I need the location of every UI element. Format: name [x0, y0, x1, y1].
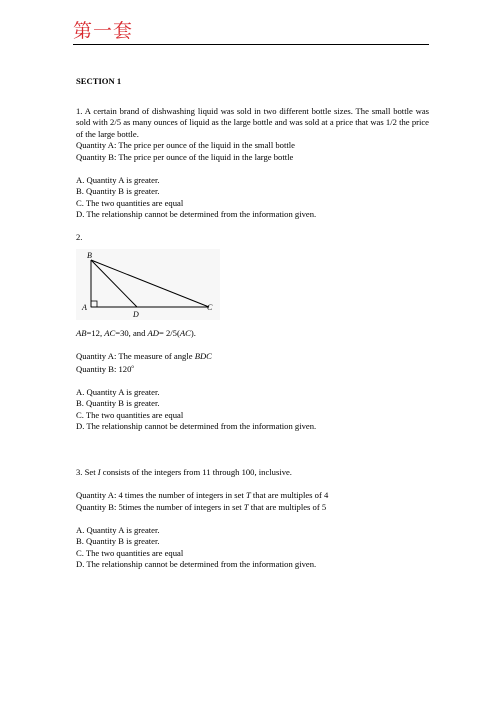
segment-bd — [91, 260, 137, 307]
label-a: A — [82, 302, 87, 312]
segment-bc — [91, 260, 209, 307]
header-divider — [73, 44, 429, 45]
question-3-choice-b: B. Quantity B is greater. — [76, 536, 160, 547]
question-2-quantity-b: Quantity B: 120$^o$ — [76, 363, 134, 374]
question-1-choice-b: B. Quantity B is greater. — [76, 186, 160, 196]
document-body — [76, 76, 429, 571]
question-2-given: AB=12, AC=30, and AD= 2/5(AC). — [76, 327, 196, 338]
question-3-choice-c: C. The two quantities are equal — [76, 547, 184, 558]
question-1-text: 1. A certain brand of dishwashing liquid was sold in two different bottle sizes. The small bottle was sold with 2/5 as many ounces of liquid as the large bottle and was sold at a price that was 1/2 the price of the large bottle. — [76, 105, 429, 139]
question-3-choice-a: A. Quantity A is greater. — [76, 524, 160, 535]
question-1-quantity-b: Quantity B: The price per ounce of the liquid in the large bottle — [76, 151, 294, 162]
label-b: B — [87, 250, 92, 260]
question-1-choice-c: C. The two quantities are equal — [76, 197, 184, 208]
question-2-choice-a: A. Quantity A is greater. — [76, 386, 160, 397]
question-1-choice-a: A. Quantity A is greater. — [76, 174, 160, 185]
question-2-quantity-a: Quantity A: The measure of angle BDC — [76, 350, 212, 361]
question-2-number: 2. — [76, 232, 83, 242]
label-c: C — [207, 302, 213, 312]
section-title: SECTION 1 — [76, 76, 122, 86]
question-3-choice-d: D. The relationship cannot be determined from the information given. — [76, 559, 317, 570]
question-3-quantity-b: Quantity B: 5times the number of integers in set T that are multiples of 5 — [76, 501, 327, 512]
question-2-choice-b: B. Quantity B is greater. — [76, 398, 160, 409]
question-3-quantity-a: Quantity A: 4 times the number of integers in set T that are multiples of 4 — [76, 490, 329, 501]
question-1-choice-d: D. The relationship cannot be determined from the information given. — [76, 209, 317, 219]
question-3-text: 3. Set I consists of the integers from 11 through 100, inclusive. — [76, 467, 292, 478]
label-d: D — [133, 309, 139, 319]
page-header-title: 第一套 — [73, 20, 134, 42]
question-2-choice-d: D. The relationship cannot be determined from the information given. — [76, 421, 317, 432]
question-1-quantity-a: Quantity A: The price per ounce of the liquid in the small bottle — [76, 140, 295, 150]
triangle-figure — [76, 249, 220, 320]
question-2-choice-c: C. The two quantities are equal — [76, 409, 184, 420]
right-angle-marker — [91, 301, 97, 307]
